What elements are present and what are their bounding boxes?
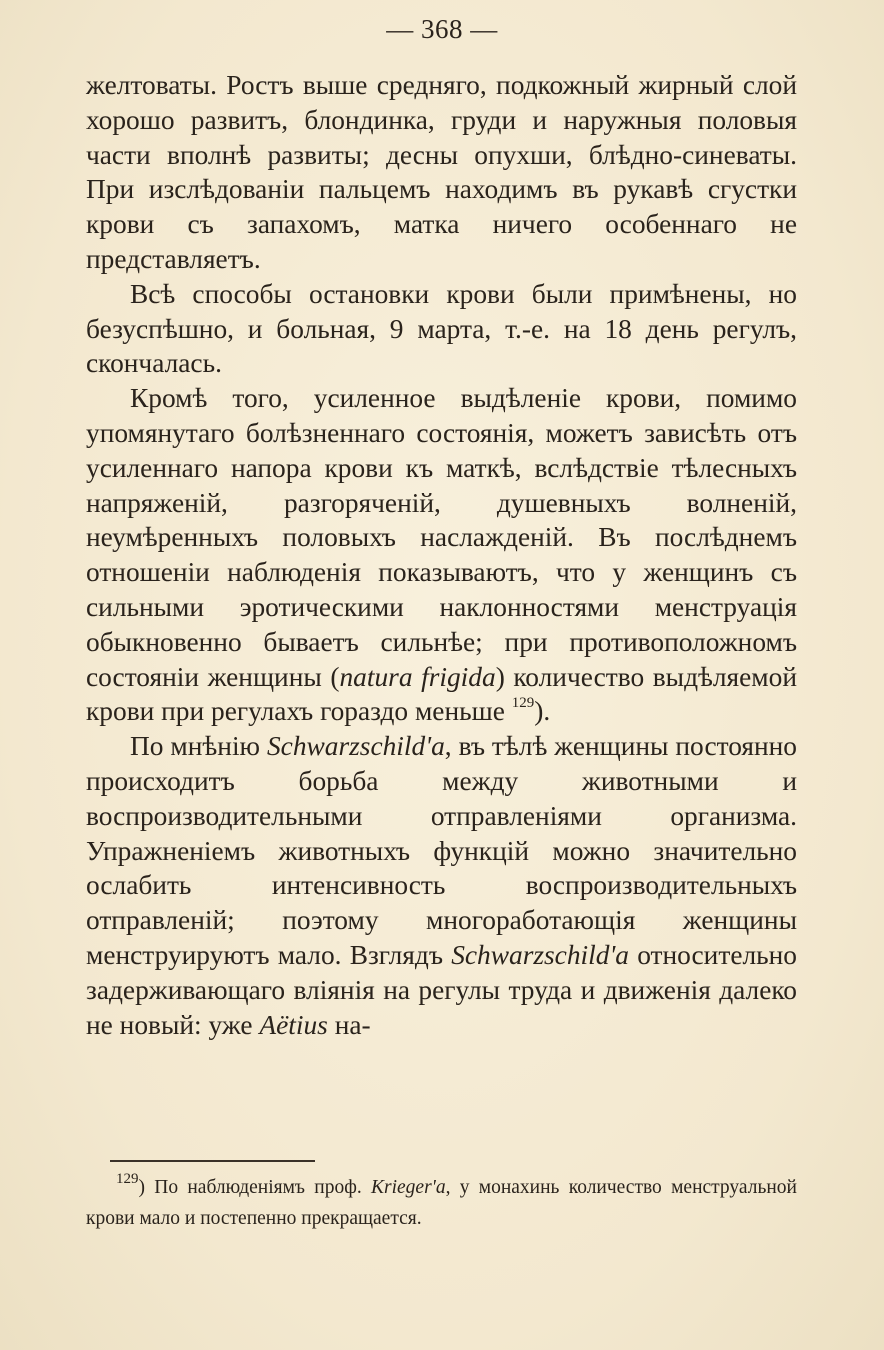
author-name-schwarzschild-2: Schwarzschild'a <box>451 939 629 970</box>
footnote-text-b: , у монахинь количество менструальной крови мало и постепенно прекращается. <box>86 1177 797 1229</box>
paragraph-4-text-c: относительно задерживающаго вліянія на регулы труда и движенія далеко не новый: уже <box>86 939 797 1040</box>
footnote-divider <box>110 1160 315 1162</box>
paragraph-3-text-a: Кромѣ того, усиленное выдѣленіе крови, помимо упомянутаго болѣзненнаго состоянія, можетъ зависѣть отъ усиленнаго напора крови къ маткѣ, вслѣдствіе тѣлесныхъ напряженій, разгоряченій, душевныхъ волненій, неумѣренныхъ половыхъ наслажденій. Въ послѣднемъ отношеніи наблюденія показываютъ, что у женщинъ съ сильными эротическими наклонностями менструація обыкновенно бываетъ сильнѣе; при противоположномъ состояніи женщины ( <box>86 383 797 692</box>
paragraph-2: Всѣ способы остановки крови были примѣнены, но безуспѣшно, и больная, 9 марта, т.-е. на 18 день регулъ, скончалась. <box>86 278 797 379</box>
paragraph-4 <box>86 729 797 1042</box>
paragraph-1: желтоваты. Ростъ выше средняго, подкожный жирный слой хорошо развитъ, блондинка, груди и наружныя половыя части вполнѣ развиты; десны опухши, блѣдно-синеваты. При изслѣдованіи пальцемъ находимъ въ рукавѣ сгустки крови съ запахомъ, матка ничего особеннаго не представляетъ. <box>86 70 797 274</box>
footnote-author-name: Krieger'a <box>371 1177 446 1198</box>
footnote-reference: 129 <box>511 695 535 712</box>
footnote-text <box>86 1172 797 1234</box>
body-text <box>86 68 797 1042</box>
paragraph-3-text-b: ) количество выдѣляемой крови при регулахъ гораздо меньше <box>86 661 797 727</box>
author-name-schwarzschild: Schwarzschild'a <box>266 731 445 762</box>
paragraph-4-text-d: на- <box>327 1009 371 1040</box>
paragraph-4-text-a: По мнѣнію <box>130 731 267 762</box>
footnote-text-a: ) По наблюденіямъ проф. <box>138 1177 371 1198</box>
author-name-aetius: Aëtius <box>259 1009 328 1040</box>
footnote-marker: 129 <box>116 1170 139 1187</box>
latin-term: natura frigida <box>339 661 496 692</box>
paragraph-4-text-b: , въ тѣлѣ женщины постоянно происходитъ борьба между животными и воспроизводительными отправленіями организма. Упражненіемъ животныхъ функцій можно значительно ослабить интенсивность воспроизводительныхъ отправленій; поэтому многоработающія женщины менструируютъ мало. Взглядъ <box>86 731 797 970</box>
paragraph-3-text-end: ). <box>534 696 551 727</box>
footnote <box>86 1172 797 1234</box>
page-number: — 368 — <box>386 14 498 44</box>
paragraph-3 <box>86 381 797 729</box>
